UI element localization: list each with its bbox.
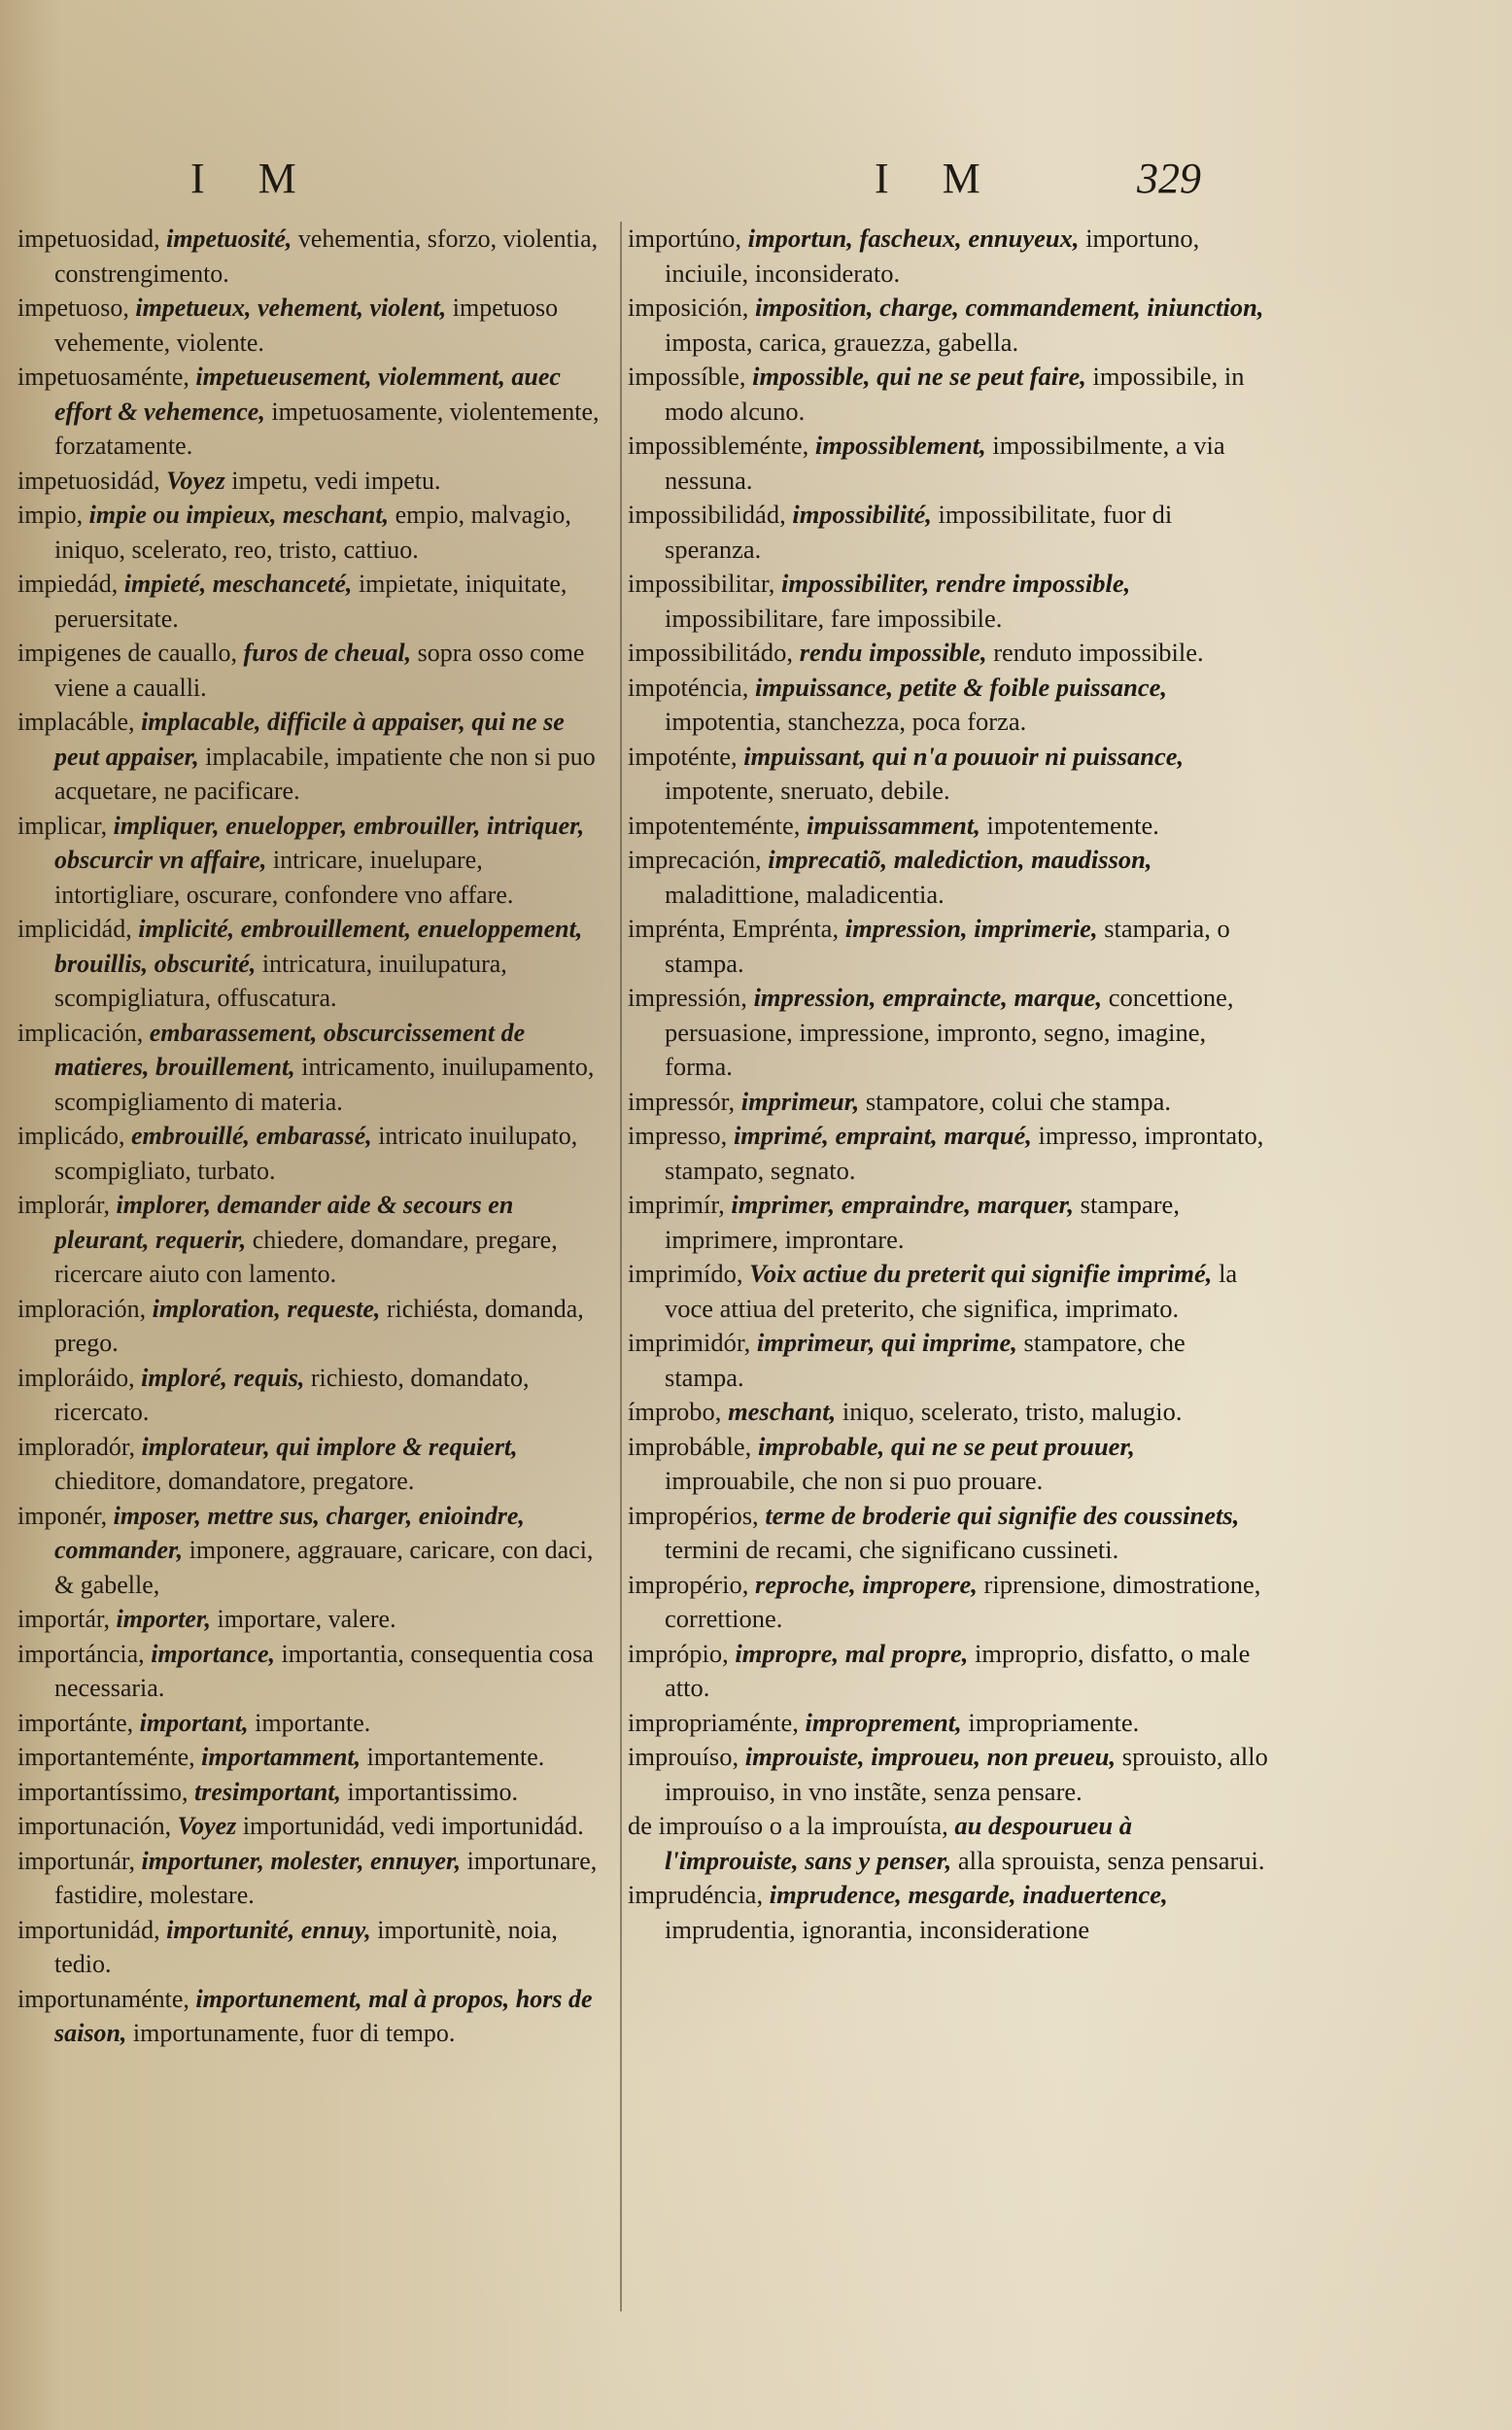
entry-italian-gloss: vehementia, sforzo, violentia, constrengimento. bbox=[54, 225, 599, 288]
entry-italian-gloss: improprio, disfatto, o male atto. bbox=[665, 1638, 1251, 1702]
entry-italian-gloss: chieditore, domandatore, pregatore. bbox=[54, 1467, 415, 1495]
dictionary-entry bbox=[17, 222, 610, 291]
entry-italian-gloss: richiesto, domandato, ricercato. bbox=[54, 1363, 530, 1426]
entry-italian-gloss: intricamento, inuilupamento, scompigliamento di materia. bbox=[54, 1053, 595, 1116]
entry-french-gloss: importun, fascheux, ennuyeux, bbox=[747, 224, 1080, 253]
entry-italian-gloss: sprouisto, allo improuiso, in vno instãte, senza pensare. bbox=[665, 1742, 1268, 1806]
entry-french-gloss: importance, bbox=[151, 1639, 276, 1668]
dictionary-entry bbox=[628, 1188, 1269, 1257]
entry-italian-gloss: intricare, inuelupare, intortigliare, oscurare, confondere vno affare. bbox=[54, 846, 514, 909]
entry-italian-gloss: importuno, inciuile, inconsiderato. bbox=[665, 224, 1200, 288]
entry-italian-gloss: importunamente, fuor di tempo. bbox=[132, 2019, 456, 2047]
entry-french-gloss: impression, imprimerie, bbox=[844, 914, 1098, 943]
entry-italian-gloss: implacabile, impatiente che non si puo acquetare, ne pacificare. bbox=[54, 742, 596, 805]
entry-italian-gloss: la voce attiua del preterito, che significa, imprimato. bbox=[665, 1259, 1238, 1323]
entry-french-gloss: imploration, requeste, bbox=[152, 1294, 381, 1323]
entry-headword: imprimír, bbox=[628, 1190, 725, 1219]
entry-headword: imploración, bbox=[17, 1294, 147, 1323]
entry-headword: improuíso, bbox=[628, 1742, 739, 1771]
right-column bbox=[628, 222, 1269, 1947]
entry-italian-gloss: impetu, vedi impetu. bbox=[231, 466, 441, 495]
dictionary-entry bbox=[628, 1878, 1269, 1947]
entry-french-gloss: meschant, bbox=[728, 1397, 837, 1426]
entry-italian-gloss: impossibilitare, fare impossibile. bbox=[665, 603, 1003, 633]
entry-italian-gloss: empio, malvagio, iniquo, scelerato, reo, tristo, cattiuo. bbox=[54, 501, 571, 564]
entry-italian-gloss: sopra osso come viene a caualli. bbox=[54, 639, 585, 702]
dictionary-entry bbox=[17, 291, 610, 360]
page-number: 329 bbox=[1137, 155, 1201, 202]
entry-italian-gloss: importantissimo. bbox=[347, 1777, 518, 1806]
entry-french-gloss: impliquer, enuelopper, embrouiller, intriquer, obscurcir vn affaire, bbox=[54, 811, 585, 874]
dictionary-entry bbox=[628, 1430, 1269, 1499]
dictionary-entry bbox=[628, 1257, 1269, 1326]
entry-french-gloss: importuner, molester, ennuyer, bbox=[141, 1846, 462, 1875]
entry-french-gloss: impossible, qui ne se peut faire, bbox=[752, 362, 1086, 391]
entry-italian-gloss: impresso, improntato, stampato, segnato. bbox=[665, 1121, 1264, 1185]
dictionary-entry bbox=[628, 222, 1269, 291]
entry-italian-gloss: impossibilitate, fuor di speranza. bbox=[665, 500, 1173, 564]
entry-headword: impossibilitar, bbox=[628, 569, 775, 598]
entry-headword: impoténte, bbox=[628, 741, 738, 771]
entry-italian-gloss: importare, valere. bbox=[217, 1605, 396, 1633]
entry-headword: imprimidór, bbox=[628, 1328, 751, 1357]
dictionary-entry bbox=[17, 1602, 610, 1637]
entry-italian-gloss: concettione, persuasione, impressione, impronto, segno, imagine, forma. bbox=[665, 983, 1234, 1081]
dictionary-entry bbox=[628, 1568, 1269, 1637]
entry-italian-gloss: imposta, carica, grauezza, gabella. bbox=[665, 327, 1019, 357]
entry-french-gloss: impie ou impieux, meschant, bbox=[88, 501, 390, 529]
entry-italian-gloss: importantemente. bbox=[366, 1743, 545, 1771]
dictionary-entry bbox=[628, 1809, 1269, 1878]
dictionary-entry bbox=[17, 1809, 610, 1844]
entry-french-gloss: impetueux, vehement, violent, bbox=[135, 294, 447, 322]
entry-italian-gloss: impotentia, stanchezza, poca forza. bbox=[665, 707, 1027, 736]
running-head-left: I M bbox=[190, 155, 318, 202]
dictionary-entry bbox=[17, 1430, 610, 1499]
entry-french-gloss: importunement, mal à propos, hors de saison, bbox=[54, 1984, 593, 2047]
entry-italian-gloss: richiésta, domanda, prego. bbox=[54, 1294, 584, 1357]
running-head-right: I M bbox=[875, 155, 1002, 202]
entry-french-gloss: importunité, ennuy, bbox=[166, 1915, 371, 1944]
dictionary-entry bbox=[628, 843, 1269, 912]
entry-french-gloss: imprecatiõ, malediction, maudisson, bbox=[768, 845, 1152, 874]
entry-headword: imposición, bbox=[628, 293, 749, 322]
entry-french-gloss: impuissant, qui n'a pouuoir ni puissance, bbox=[743, 741, 1185, 771]
entry-headword: imploráido, bbox=[17, 1363, 135, 1392]
dictionary-entry bbox=[628, 1499, 1269, 1568]
entry-french-gloss: impetuosité, bbox=[166, 225, 292, 253]
dictionary-entry bbox=[628, 981, 1269, 1085]
entry-italian-gloss: impossibilmente, a via nessuna. bbox=[665, 431, 1225, 495]
dictionary-entry bbox=[628, 1119, 1269, 1188]
entry-italian-gloss: importunidád, vedi importunidád. bbox=[242, 1812, 584, 1840]
entry-french-gloss: impieté, meschanceté, bbox=[123, 570, 353, 598]
entry-french-gloss: impression, empraincte, marque, bbox=[753, 983, 1103, 1012]
entry-headword: importánte, bbox=[17, 1708, 134, 1737]
entry-italian-gloss: chiedere, domandare, pregare, ricercare aiuto con lamento. bbox=[54, 1225, 558, 1288]
dictionary-entry bbox=[17, 1913, 610, 1982]
entry-headword: impresso, bbox=[628, 1121, 728, 1150]
entry-headword: importantíssimo, bbox=[17, 1777, 189, 1806]
entry-french-gloss: terme de broderie qui signifie des coussinets, bbox=[765, 1500, 1240, 1530]
entry-french-gloss: improprement, bbox=[805, 1707, 962, 1737]
dictionary-entry bbox=[17, 1119, 610, 1188]
entry-french-gloss: impuissamment, bbox=[806, 810, 980, 840]
entry-headword: implorár, bbox=[17, 1191, 110, 1219]
dictionary-entry bbox=[628, 636, 1269, 671]
entry-french-gloss: imprimeur, qui imprime, bbox=[756, 1328, 1017, 1357]
dictionary-entry bbox=[17, 1637, 610, 1706]
entry-headword: impossibilidád, bbox=[628, 500, 786, 529]
entry-headword: impressór, bbox=[628, 1086, 736, 1116]
dictionary-entry bbox=[17, 809, 610, 913]
dictionary-entry bbox=[17, 1292, 610, 1361]
entry-french-gloss: impetueusement, violemment, auec effort & vehemence, bbox=[54, 363, 561, 426]
entry-french-gloss: implicité, embrouillement, enueloppement, brouillis, obscurité, bbox=[54, 915, 583, 978]
entry-headword: impropriaménte, bbox=[628, 1707, 799, 1737]
dictionary-entry bbox=[17, 464, 610, 499]
dictionary-entry bbox=[628, 567, 1269, 636]
entry-italian-gloss: imponere, aggrauare, caricare, con daci, & gabelle, bbox=[54, 1536, 594, 1599]
entry-italian-gloss: stampare, imprimere, improntare. bbox=[665, 1190, 1180, 1254]
entry-italian-gloss: impossibile, in modo alcuno. bbox=[665, 362, 1245, 426]
entry-headword: importanteménte, bbox=[17, 1743, 195, 1771]
entry-headword: imprópio, bbox=[628, 1638, 729, 1668]
entry-headword: importunár, bbox=[17, 1846, 135, 1875]
entry-headword: implicar, bbox=[17, 811, 108, 840]
entry-headword: improbáble, bbox=[628, 1431, 752, 1461]
dictionary-entry bbox=[17, 567, 610, 636]
entry-french-gloss: impropre, mal propre, bbox=[735, 1638, 969, 1668]
entry-french-gloss: imposition, charge, commandement, iniunction, bbox=[755, 293, 1264, 322]
left-column bbox=[17, 222, 610, 2051]
entry-french-gloss: implorateur, qui implore & requiert, bbox=[141, 1432, 518, 1461]
entry-headword: impiedád, bbox=[17, 570, 119, 598]
dictionary-entry bbox=[17, 1016, 610, 1120]
entry-headword: impressión, bbox=[628, 983, 747, 1012]
dictionary-entry bbox=[628, 740, 1269, 809]
entry-french-gloss: impossibiliter, rendre impossible, bbox=[780, 569, 1131, 598]
entry-french-gloss: Voix actiue du preterit qui signifie imprimé, bbox=[749, 1259, 1213, 1288]
entry-french-gloss: important, bbox=[139, 1708, 249, 1737]
entry-headword: impetuoso, bbox=[17, 294, 129, 322]
entry-french-gloss: reproche, impropere, bbox=[755, 1569, 978, 1599]
dictionary-entry bbox=[628, 1326, 1269, 1395]
entry-italian-gloss: stampatore, che stampa. bbox=[665, 1328, 1186, 1392]
entry-headword: implicación, bbox=[17, 1018, 144, 1047]
entry-headword: impropérios, bbox=[628, 1500, 759, 1530]
entry-italian-gloss: renduto impossibile. bbox=[993, 638, 1204, 667]
dictionary-entry bbox=[628, 429, 1269, 498]
dictionary-entry bbox=[628, 671, 1269, 740]
entry-headword: imprimído, bbox=[628, 1259, 743, 1288]
entry-italian-gloss: impetuoso vehemente, violente. bbox=[54, 294, 559, 357]
entry-italian-gloss: importunare, fastidire, molestare. bbox=[54, 1846, 598, 1909]
entry-headword: implacáble, bbox=[17, 708, 135, 736]
entry-french-gloss: importamment, bbox=[201, 1743, 361, 1771]
entry-french-gloss: rendu impossible, bbox=[799, 638, 987, 667]
entry-italian-gloss: imprudentia, ignorantia, inconsideratione bbox=[665, 1914, 1090, 1944]
dictionary-entry bbox=[628, 912, 1269, 981]
dictionary-entry bbox=[17, 1844, 610, 1913]
entry-italian-gloss: impetuosamente, violentemente, forzatamente. bbox=[54, 397, 600, 460]
entry-italian-gloss: alla sprouista, senza pensarui. bbox=[957, 1845, 1265, 1875]
entry-italian-gloss: intricatura, inuilupatura, scompigliatura, offuscatura. bbox=[54, 949, 507, 1012]
entry-french-gloss: implorer, demander aide & secours en pleurant, requerir, bbox=[54, 1191, 514, 1254]
entry-french-gloss: improbable, qui ne se peut prouuer, bbox=[757, 1431, 1135, 1461]
dictionary-entry bbox=[628, 360, 1269, 429]
dictionary-entry bbox=[628, 1085, 1269, 1120]
entry-french-gloss: embarassement, obscurcissement de matieres, brouillement, bbox=[54, 1018, 526, 1081]
entry-italian-gloss: riprensione, dimostratione, correttione. bbox=[665, 1569, 1261, 1633]
dictionary-entry bbox=[628, 1637, 1269, 1706]
entry-french-gloss: improuiste, improueu, non preueu, bbox=[744, 1742, 1117, 1771]
dictionary-entry bbox=[628, 1395, 1269, 1430]
dictionary-entry bbox=[17, 636, 610, 705]
entry-italian-gloss: impietate, iniquitate, peruersitate. bbox=[54, 570, 567, 633]
entry-italian-gloss: impotentemente. bbox=[986, 810, 1159, 840]
dictionary-entry bbox=[628, 809, 1269, 844]
dictionary-entry bbox=[628, 498, 1269, 567]
entry-french-gloss: impossibilité, bbox=[792, 500, 932, 529]
entry-french-gloss: imposer, mettre sus, charger, enioindre, commander, bbox=[54, 1501, 525, 1564]
entry-italian-gloss: iniquo, scelerato, tristo, malugio. bbox=[842, 1397, 1183, 1426]
entry-headword: imprecación, bbox=[628, 845, 762, 874]
entry-french-gloss: Voyez bbox=[166, 466, 225, 495]
entry-french-gloss: imploré, requis, bbox=[141, 1363, 305, 1392]
entry-french-gloss: impossiblement, bbox=[814, 431, 986, 460]
entry-headword: impropério, bbox=[628, 1569, 749, 1599]
entry-italian-gloss: importunitè, noia, tedio. bbox=[54, 1915, 558, 1978]
entry-headword: imprénta, Emprénta, bbox=[628, 914, 840, 943]
entry-headword: importúno, bbox=[628, 224, 742, 253]
column-divider bbox=[620, 222, 622, 2311]
entry-headword: impetuosaménte, bbox=[17, 363, 189, 391]
dictionary-entry bbox=[17, 1775, 610, 1810]
entry-italian-gloss: stamparia, o stampa. bbox=[665, 914, 1230, 978]
entry-headword: impossibilitádo, bbox=[628, 638, 794, 667]
entry-headword: impio, bbox=[17, 501, 84, 529]
dictionary-entry bbox=[17, 1361, 610, 1430]
entry-french-gloss: imprimer, empraindre, marquer, bbox=[731, 1190, 1075, 1219]
entry-italian-gloss: improuabile, che non si puo prouare. bbox=[665, 1466, 1044, 1495]
entry-headword: importár, bbox=[17, 1605, 110, 1633]
entry-french-gloss: au despourueu à l'improuiste, sans y penser, bbox=[665, 1811, 1132, 1875]
dictionary-entry bbox=[17, 1740, 610, 1775]
entry-headword: implicidád, bbox=[17, 915, 132, 943]
dictionary-entry bbox=[17, 1982, 610, 2051]
entry-french-gloss: imprimeur, bbox=[740, 1086, 860, 1116]
entry-french-gloss: imprudence, mesgarde, inaduertence, bbox=[769, 1880, 1168, 1909]
entry-headword: impigenes de cauallo, bbox=[17, 639, 237, 667]
entry-french-gloss: furos de cheual, bbox=[243, 639, 412, 667]
entry-italian-gloss: importante. bbox=[255, 1708, 371, 1737]
entry-headword: impossibleménte, bbox=[628, 431, 809, 460]
entry-italian-gloss: intricato inuilupato, scompigliato, turbato. bbox=[54, 1122, 578, 1185]
entry-french-gloss: impuissance, petite & foible puissance, bbox=[755, 672, 1167, 702]
entry-italian-gloss: importantia, consequentia cosa necessaria. bbox=[54, 1639, 594, 1702]
entry-headword: imprudéncia, bbox=[628, 1880, 764, 1909]
entry-headword: importunidád, bbox=[17, 1915, 160, 1944]
entry-french-gloss: tresimportant, bbox=[194, 1777, 341, 1806]
entry-headword: impossíble, bbox=[628, 362, 746, 391]
entry-headword: importáncia, bbox=[17, 1639, 145, 1668]
entry-french-gloss: embrouillé, embarassé, bbox=[130, 1122, 372, 1150]
entry-italian-gloss: impotente, sneruato, debile. bbox=[665, 776, 950, 805]
page-header bbox=[0, 154, 1512, 212]
dictionary-entry bbox=[17, 912, 610, 1016]
entry-italian-gloss: maladittione, maladicentia. bbox=[665, 879, 945, 909]
dictionary-entry bbox=[17, 1188, 610, 1292]
entry-french-gloss: Voyez bbox=[177, 1812, 237, 1840]
entry-headword: imponér, bbox=[17, 1501, 108, 1530]
dictionary-entry bbox=[17, 1706, 610, 1741]
entry-headword: importunaménte, bbox=[17, 1984, 189, 2013]
entry-french-gloss: importer, bbox=[116, 1605, 212, 1633]
dictionary-entry bbox=[628, 1740, 1269, 1809]
entry-headword: impetuosidád, bbox=[17, 466, 160, 495]
entry-headword: implicádo, bbox=[17, 1122, 125, 1150]
entry-italian-gloss: stampatore, colui che stampa. bbox=[865, 1086, 1172, 1116]
entry-headword: impetuosidad, bbox=[17, 225, 160, 253]
entry-headword: importunación, bbox=[17, 1812, 172, 1840]
dictionary-entry bbox=[17, 705, 610, 809]
entry-headword: impoténcia, bbox=[628, 672, 749, 702]
entry-french-gloss: imprimé, empraint, marqué, bbox=[733, 1121, 1032, 1150]
dictionary-entry bbox=[17, 360, 610, 464]
entry-italian-gloss: termini de recami, che significano cussineti. bbox=[665, 1535, 1119, 1564]
entry-headword: impotenteménte, bbox=[628, 810, 801, 840]
entry-italian-gloss: impropriamente. bbox=[968, 1707, 1140, 1737]
entry-headword: imploradór, bbox=[17, 1432, 135, 1461]
entry-headword: de improuíso o a la improuísta, bbox=[628, 1811, 948, 1840]
entry-french-gloss: implacable, difficile à appaiser, qui ne se peut appaiser, bbox=[54, 708, 565, 771]
entry-headword: ímprobo, bbox=[628, 1397, 722, 1426]
dictionary-entry bbox=[628, 1706, 1269, 1741]
dictionary-entry bbox=[628, 291, 1269, 360]
dictionary-entry bbox=[17, 498, 610, 567]
dictionary-entry bbox=[17, 1499, 610, 1603]
